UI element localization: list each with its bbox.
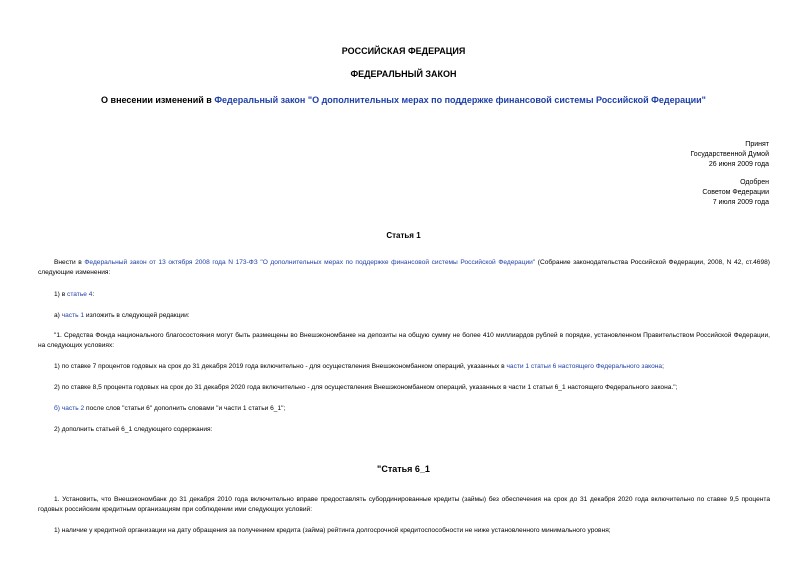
approved-label: Одобрен [740,179,769,186]
article-6-1-paragraph-1: 1. Установить, что Внешэкономбанк до 31 декабря 2010 года включительно вправе предоставлять субординированные кредиты (займы) без обеспечения на срок до 31 декабря 2020 года включительно по ставке 9,5 процента годовых российским кредитным организациям при соблюдении ими следующих условий: [38,496,770,513]
item-1-suffix: : [92,291,95,298]
article-6-1-heading: "Статья 6_1 [377,464,430,474]
approved-date: 7 июля 2009 года [712,199,769,206]
quote-item-2: 2) по ставке 8,5 процента годовых на срок до 31 декабря 2020 года включительно - для осуществления Внешэкономбанком операций, указанных в части 1 статьи 6_1 настоящего Федерального закона."; [54,384,678,391]
article-1-heading: Статья 1 [386,231,421,240]
quote-paragraph-1: "1. Средства Фонда национального благосостояния могут быть размещены во Внешэкономбанке на депозиты на общую сумму не более 410 миллиардов рублей в порядке, установленном Правительством Российской Федерации, на следующих условиях: [38,332,770,349]
approved-block [702,178,769,208]
accepted-block [690,140,769,170]
quote-item-1 [38,362,770,372]
item-a-prefix: а) [54,312,62,319]
item-a-suffix: изложить в следующей редакции: [84,312,190,319]
part-1-link[interactable]: часть 1 [61,312,85,319]
accepted-date: 26 июня 2009 года [708,161,769,168]
doc-type-heading: ФЕДЕРАЛЬНЫЙ ЗАКОН [350,69,457,79]
quote-item-1-suffix: ; [662,363,664,370]
intro-law-link[interactable]: Федеральный закон от 13 октября 2008 года N 173-ФЗ "О дополнительных мерах по поддержке финансовой системы Российской Федерации" [84,259,536,266]
item-a [38,311,770,321]
item-1 [38,290,770,300]
item-2: 2) дополнить статьей 6_1 следующего содержания: [54,426,213,433]
intro-suffix: (Собрание законодательства Российской Федерации, 2008, N 42, ст.4698) следующие изменения: [38,259,770,276]
article-1-intro [38,258,770,278]
law-title-link[interactable]: Федеральный закон "О дополнительных мерах по поддержке финансовой системы Российской Федерации" [214,95,706,105]
accepted-by: Государственной Думой [690,151,769,158]
country-heading: РОССИЙСКАЯ ФЕДЕРАЦИЯ [341,46,466,56]
part-2-link[interactable]: часть 2 [61,405,85,412]
article-4-link[interactable]: статье 4 [67,291,93,298]
item-b-suffix: после слов "статьи 6" дополнить словами "и части 1 статьи 6_1"; [84,405,286,412]
quote-item-1-prefix: 1) по ставке 7 процентов годовых на срок до 31 декабря 2019 года включительно - для осуществления Внешэкономбанком операций, указанных в [54,363,507,370]
accepted-label: Принят [745,141,769,148]
approved-by: Советом Федерации [702,189,769,196]
part-1-article-6-link[interactable]: части 1 статьи 6 настоящего Федерального закона [506,363,663,370]
item-1-prefix: 1) в [54,291,68,298]
law-title-prefix: О внесении изменений в [101,95,215,105]
item-b [38,404,770,414]
article-6-1-paragraph-2: 1) наличие у кредитной организации на дату обращения за получением кредита (займа) рейтинга долгосрочной кредитоспособности не ниже установленного минимального уровня; [54,527,611,534]
law-title [0,95,807,105]
intro-prefix: Внести в [54,259,85,266]
item-b-label-link[interactable]: б) [54,405,62,412]
